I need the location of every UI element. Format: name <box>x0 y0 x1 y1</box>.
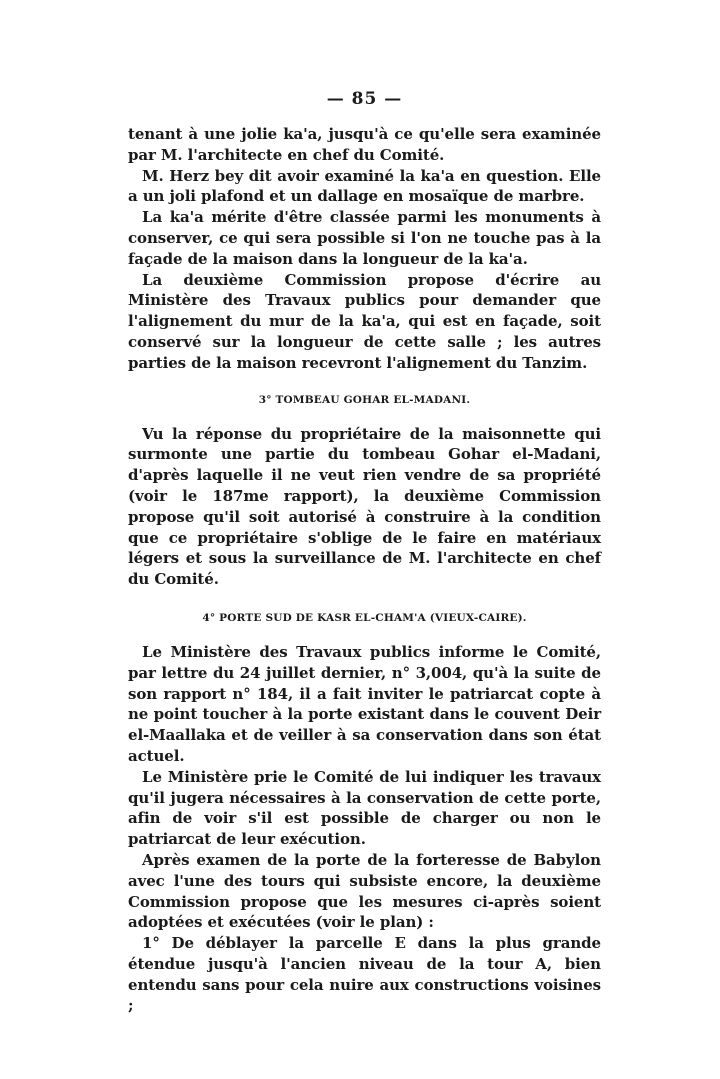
paragraph: 1° De déblayer la parcelle E dans la plus grande étendue jusqu'à l'ancien niveau de la tour A, bien entendu sans pour cela nuire aux constructions voisines ; <box>128 934 601 1015</box>
paragraph: Vu la réponse du propriétaire de la maisonnette qui surmonte une partie du tombeau Gohar el-Madani, d'après laquelle il ne veut rien vendre de sa propriété (voir le 187me rapport), la deuxième Commission propose qu'il soit autorisé à construire à la condition que ce propriétaire s'oblige de le faire en matériaux légers et sous la surveillance de M. l'architecte en chef du Comité. <box>128 424 601 589</box>
section-porte <box>128 642 601 1016</box>
paragraph: tenant à une jolie ka'a, jusqu'à ce qu'elle sera examinée par M. l'architecte en chef du Comité. <box>128 125 601 164</box>
paragraph: La deuxième Commission propose d'écrire au Ministère des Travaux publics pour demander que l'alignement du mur de la ka'a, qui est en façade, soit conservé sur la longueur de cette salle ; les autres parties de la maison recevront l'alignement du Tanzim. <box>128 270 601 372</box>
section-tombeau <box>128 424 601 590</box>
paragraph: M. Herz bey dit avoir examiné la ka'a en question. Elle a un joli plafond et un dallage en mosaïque de marbre. <box>128 166 601 206</box>
paragraph: Après examen de la porte de la forteresse de Babylon avec l'une des tours qui subsiste encore, la deuxième Commission propose que les mesures ci-après soient adoptées et exécutées (voir le plan) : <box>128 850 601 932</box>
document-page <box>128 88 601 1016</box>
section-heading-porte: 4° PORTE SUD DE KASR EL-CHAM'A (VIEUX-CAIRE). <box>202 611 527 624</box>
paragraph: Le Ministère des Travaux publics informe le Comité, par lettre du 24 juillet dernier, n° 3,004, qu'à la suite de son rapport n° 184, il a fait inviter le patriarcat copte à ne point toucher à la porte existant dans le couvent Deir el-Maallaka et de veiller à sa conservation dans son état actuel. <box>128 642 601 765</box>
section-ka-a <box>128 124 601 374</box>
page-number: — 85 — <box>326 89 403 109</box>
section-heading-tombeau: 3° TOMBEAU GOHAR EL-MADANI. <box>258 393 471 406</box>
paragraph: La ka'a mérite d'être classée parmi les monuments à conserver, ce qui sera possible si l'on ne touche pas à la façade de la maison dans la longueur de la ka'a. <box>128 208 601 268</box>
paragraph: Le Ministère prie le Comité de lui indiquer les travaux qu'il jugera nécessaires à la conservation de cette porte, afin de voir s'il est possible de charger ou non le patriarcat de leur exécution. <box>128 767 601 849</box>
